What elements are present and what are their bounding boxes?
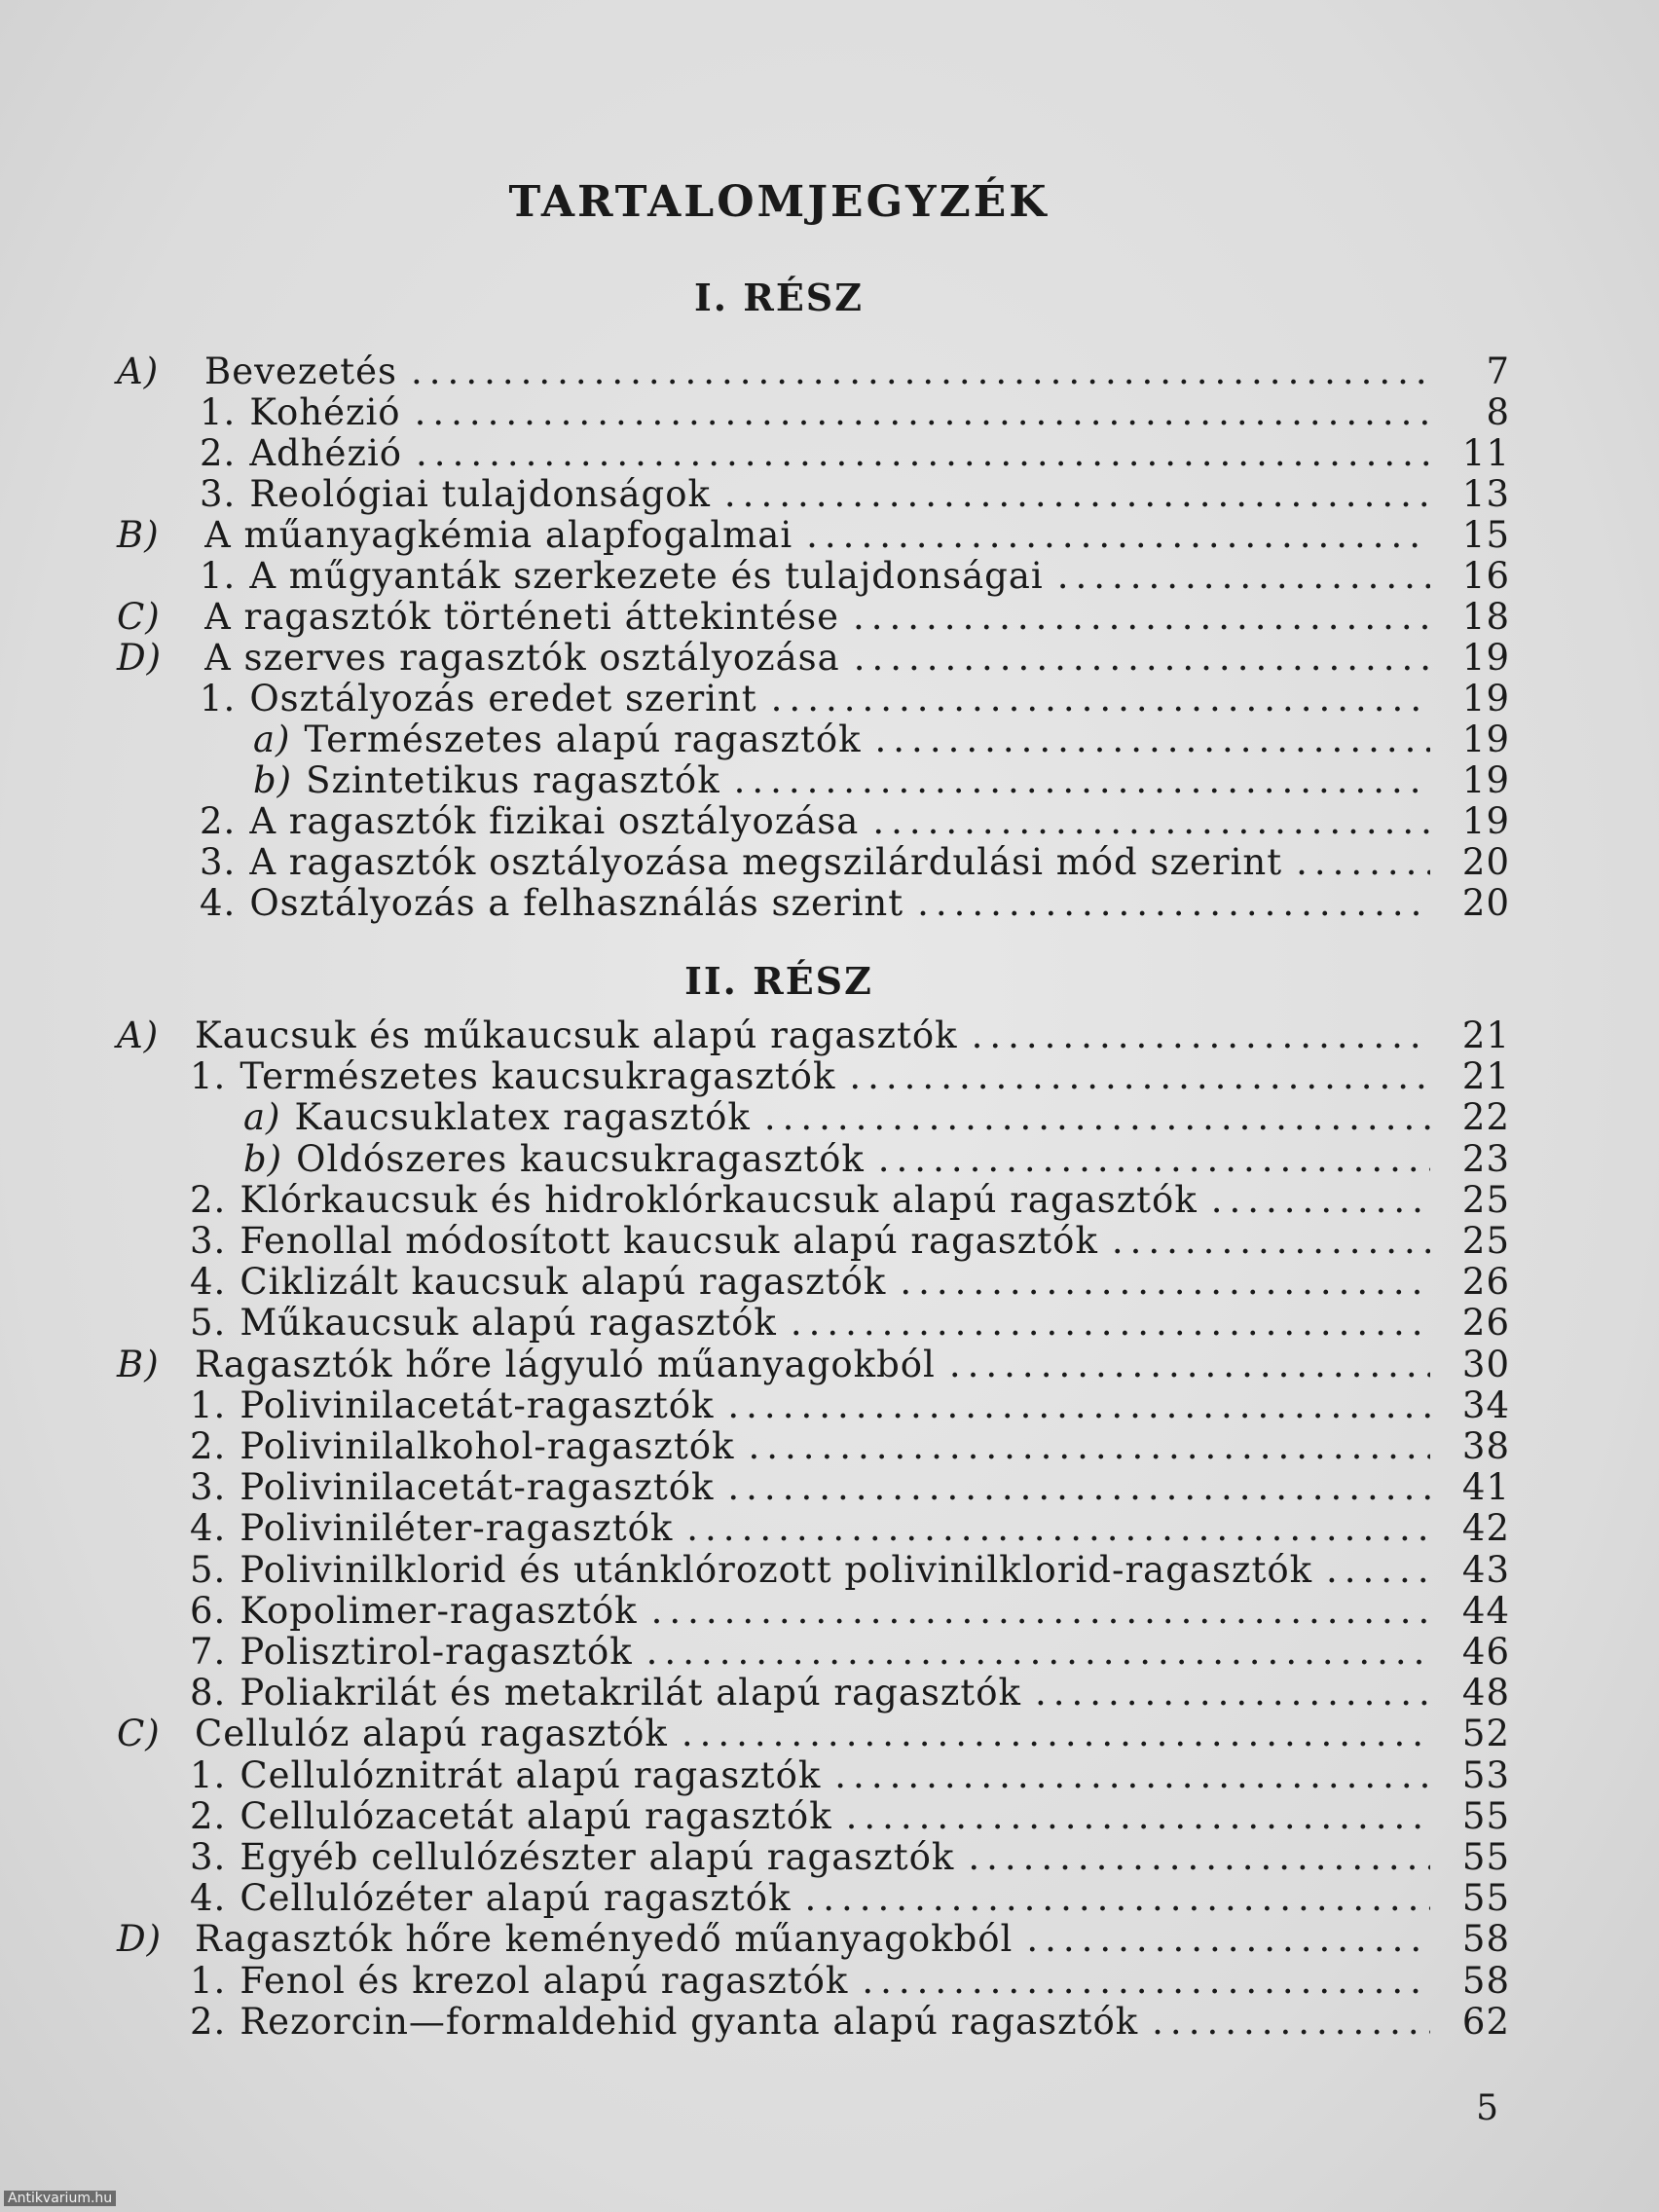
toc-entry-label: Műkaucsuk alapú ragasztók: [240, 1302, 777, 1345]
dot-leader: [727, 1466, 1430, 1508]
toc-entry: [0, 350, 1659, 391]
dot-leader: [900, 1261, 1430, 1303]
toc-entry-label: Cellulózacetát alapú ragasztók: [240, 1794, 832, 1837]
toc-entry-label: Ragasztók hőre lágyuló műanyagokból: [195, 1343, 936, 1385]
toc-section-letter: A): [117, 350, 160, 392]
dot-leader: [1152, 2001, 1430, 2043]
toc-entry-number: 1.: [190, 1383, 227, 1426]
toc-entry-label: Természetes kaucsukragasztók: [240, 1055, 836, 1098]
toc-entry-page: 38: [1461, 1425, 1510, 1467]
toc-entry: [0, 1590, 1659, 1631]
toc-entry: [0, 1138, 1659, 1179]
toc-entry-label: Fenol és krezol alapú ragasztók: [240, 1959, 849, 2002]
toc-entry-label: Poliakrilát és metakrilát alapú ragasztók: [240, 1672, 1021, 1714]
toc-entry-number: 1.: [190, 1959, 227, 2002]
dot-leader: [806, 514, 1430, 556]
toc-entry-page: 20: [1461, 841, 1510, 883]
toc-entry: [0, 514, 1659, 555]
toc-entry: [0, 1220, 1659, 1261]
toc-entry-label: A ragasztók történeti áttekintése: [204, 596, 839, 638]
toc-entry: [0, 1549, 1659, 1590]
toc-entry-page: 53: [1461, 1753, 1510, 1796]
toc-entry: [0, 759, 1659, 800]
toc-entry: [0, 1466, 1659, 1507]
toc-entry-number: 3.: [190, 1836, 227, 1878]
dot-leader: [651, 1590, 1430, 1632]
toc-entry-label: Kohézió: [249, 391, 401, 433]
toc-section-letter: B): [117, 1343, 160, 1385]
toc-entry-number: 5.: [190, 1548, 227, 1591]
toc-entry: [0, 678, 1659, 719]
toc-entry-number: 1.: [200, 555, 237, 597]
toc-entry-page: 15: [1461, 514, 1510, 556]
toc-entry: [0, 1672, 1659, 1713]
toc-entry-number: 4.: [190, 1261, 227, 1304]
toc-entry-page: 19: [1461, 759, 1510, 801]
toc-entry: [0, 882, 1659, 923]
toc-entry-label: Polivinilalkohol-ragasztók: [240, 1425, 735, 1467]
toc-entry: [0, 473, 1659, 514]
dot-leader: [734, 759, 1430, 801]
toc-entry-page: 62: [1461, 2000, 1510, 2043]
toc-entry: [0, 1344, 1659, 1384]
page-title: TARTALOMJEGYZÉK: [508, 177, 1050, 227]
toc-entry-page: 55: [1461, 1794, 1510, 1837]
toc-entry-number: 6.: [190, 1589, 227, 1632]
dot-leader: [791, 1302, 1430, 1344]
toc-entry-number: 2.: [200, 800, 237, 842]
dot-leader: [411, 350, 1430, 392]
toc-section-letter: C): [117, 1713, 161, 1755]
toc-entry: [0, 1713, 1659, 1753]
toc-entry-label: Adhézió: [249, 432, 403, 474]
toc-entry-label: Kaucsuk és műkaucsuk alapú ragasztók: [195, 1014, 958, 1056]
toc-entry-page: 46: [1461, 1631, 1510, 1673]
dot-leader: [872, 800, 1430, 842]
toc-entry-page: 13: [1461, 473, 1510, 515]
toc-entry-page: 21: [1461, 1014, 1510, 1056]
toc-entry-number: 1.: [190, 1753, 227, 1796]
toc-entry-number: 1.: [190, 1055, 227, 1098]
toc-entry-number: 4.: [190, 1507, 227, 1550]
toc-entry-page: 41: [1461, 1466, 1510, 1509]
toc-entry-number: 4.: [200, 882, 237, 924]
toc-section-letter: B): [117, 514, 160, 556]
toc-entry-page: 55: [1461, 1836, 1510, 1878]
toc-entry-number: 1.: [200, 678, 237, 719]
dot-leader: [416, 432, 1430, 474]
toc-entry-page: 43: [1461, 1548, 1510, 1591]
toc-entry-label: Bevezetés: [204, 350, 398, 392]
toc-entry-subletter: b): [243, 1137, 283, 1180]
toc-entry-label: Osztályozás eredet szerint: [249, 678, 757, 719]
toc-entry-page: 34: [1461, 1383, 1510, 1426]
dot-leader: [1296, 841, 1430, 883]
toc-entry-number: 8.: [190, 1672, 227, 1714]
toc-entry-label: Klórkaucsuk és hidroklórkaucsuk alapú ragasztók: [240, 1178, 1198, 1221]
toc-entry-number: 2.: [190, 2000, 227, 2043]
toc-section-letter: A): [117, 1014, 160, 1056]
toc-entry-page: 7: [1486, 350, 1510, 392]
toc-entry-page: 58: [1461, 1959, 1510, 2002]
toc-entry-label: Rezorcin—formaldehid gyanta alapú ragasztók: [240, 2000, 1139, 2043]
toc-entry-page: 26: [1461, 1261, 1510, 1304]
toc-entry-subletter: b): [253, 759, 293, 801]
toc-entry-label: Fenollal módosított kaucsuk alapú ragasztók: [240, 1220, 1098, 1262]
toc-entry: [0, 800, 1659, 841]
dot-leader: [1211, 1179, 1430, 1221]
toc-entry-page: 58: [1461, 1918, 1510, 1961]
toc-entry-number: 2.: [190, 1178, 227, 1221]
toc-entry-number: 2.: [200, 432, 237, 474]
toc-section-letter: C): [117, 596, 161, 638]
dot-leader: [805, 1877, 1431, 1919]
toc-entry-label: Szintetikus ragasztók: [306, 759, 720, 801]
toc-entry-page: 52: [1461, 1713, 1510, 1755]
dot-leader: [846, 1795, 1430, 1837]
toc-entry: [0, 1507, 1659, 1548]
toc-entry: [0, 1055, 1659, 1096]
dot-leader: [849, 1055, 1430, 1097]
toc-entry: [0, 1795, 1659, 1836]
dot-leader: [1326, 1549, 1430, 1591]
toc-entry: [0, 1960, 1659, 2001]
toc-entry: [0, 596, 1659, 637]
toc-entry-label: Ragasztók hőre keményedő műanyagokból: [195, 1918, 1014, 1961]
toc-entry-page: 23: [1461, 1137, 1510, 1180]
toc-entry-page: 19: [1461, 678, 1510, 719]
toc-section-letter: D): [117, 637, 163, 679]
dot-leader: [968, 1836, 1430, 1878]
toc-entry-number: 1.: [200, 391, 237, 433]
toc-entry-page: 26: [1461, 1302, 1510, 1345]
toc-entry: [0, 1179, 1659, 1220]
dot-leader: [853, 596, 1430, 638]
toc-entry-subletter: a): [253, 719, 291, 760]
toc-entry-label: Polisztirol-ragasztók: [240, 1631, 633, 1673]
toc-entry: [0, 1877, 1659, 1918]
toc-entry-number: 2.: [190, 1425, 227, 1467]
toc-entry-page: 19: [1461, 800, 1510, 842]
toc-entry-label: Polivinilacetát-ragasztók: [240, 1466, 715, 1509]
toc-entry-page: 21: [1461, 1055, 1510, 1098]
dot-leader: [1112, 1220, 1430, 1262]
toc-entry: [0, 1425, 1659, 1466]
toc-entry-page: 25: [1461, 1178, 1510, 1221]
toc-entry-page: 44: [1461, 1589, 1510, 1632]
toc-entry-number: 4.: [190, 1877, 227, 1920]
dot-leader: [682, 1713, 1430, 1754]
dot-leader: [686, 1507, 1430, 1549]
toc-entry: [0, 841, 1659, 882]
dot-leader: [1035, 1672, 1430, 1714]
toc-entry-label: Cellulózéter alapú ragasztók: [240, 1877, 792, 1920]
toc-entry-subletter: a): [243, 1096, 281, 1139]
toc-entry-label: Cellulóz alapú ragasztók: [195, 1713, 668, 1755]
toc-entry-label: Cellulóznitrát alapú ragasztók: [240, 1753, 822, 1796]
part-heading: I. RÉSZ: [694, 276, 864, 319]
toc-entry-label: Osztályozás a felhasználás szerint: [249, 882, 904, 924]
toc-entry-label: A ragasztók osztályozása megszilárdulási mód szerint: [249, 841, 1283, 883]
toc-entry-page: 55: [1461, 1877, 1510, 1920]
toc-entry-number: 3.: [190, 1220, 227, 1262]
toc-entry-number: 5.: [190, 1302, 227, 1345]
toc-entry-page: 8: [1486, 391, 1510, 433]
dot-leader: [875, 719, 1430, 760]
dot-leader: [862, 1960, 1430, 2002]
toc-entry-label: Polivinilacetát-ragasztók: [240, 1383, 715, 1426]
toc-entry: [0, 637, 1659, 678]
toc-entry-page: 22: [1461, 1096, 1510, 1139]
toc-entry-page: 18: [1461, 596, 1510, 638]
dot-leader: [646, 1631, 1430, 1673]
toc-entry-number: 3.: [190, 1466, 227, 1509]
toc-entry: [0, 1014, 1659, 1055]
toc-entry: [0, 1631, 1659, 1672]
toc-entry-label: Polivinilklorid és utánklórozott polivinilklorid-ragasztók: [240, 1548, 1313, 1591]
dot-leader: [727, 1384, 1430, 1426]
dot-leader: [917, 882, 1430, 924]
toc-entry: [0, 2001, 1659, 2042]
toc-entry-number: 3.: [200, 473, 237, 515]
toc-entry-label: A műgyanták szerkezete és tulajdonságai: [249, 555, 1044, 597]
toc-entry: [0, 555, 1659, 596]
toc-entry: [0, 1096, 1659, 1137]
dot-leader: [1057, 555, 1430, 597]
toc-entry-label: A ragasztók fizikai osztályozása: [249, 800, 860, 842]
toc-entry-number: 7.: [190, 1631, 227, 1673]
toc-entry-label: Kaucsuklatex ragasztók: [294, 1096, 751, 1139]
dot-leader: [834, 1754, 1430, 1796]
toc-entry-page: 48: [1461, 1672, 1510, 1714]
toc-entry-page: 20: [1461, 882, 1510, 924]
toc-entry: [0, 1836, 1659, 1877]
dot-leader: [771, 678, 1430, 719]
toc-entry-number: 2.: [190, 1794, 227, 1837]
dot-leader: [764, 1096, 1430, 1138]
toc-entry-label: Természetes alapú ragasztók: [304, 719, 862, 760]
toc-entry: [0, 719, 1659, 759]
toc-entry: [0, 1754, 1659, 1795]
toc-entry-page: 11: [1461, 432, 1510, 474]
dot-leader: [949, 1344, 1430, 1385]
toc-entry-label: A szerves ragasztók osztályozása: [204, 637, 840, 679]
toc-section-letter: D): [117, 1918, 163, 1961]
toc-entry: [0, 391, 1659, 432]
toc-entry-page: 42: [1461, 1507, 1510, 1550]
toc-entry-page: 16: [1461, 555, 1510, 597]
toc-entry-page: 30: [1461, 1343, 1510, 1385]
dot-leader: [1026, 1918, 1430, 1960]
toc-entry: [0, 1384, 1659, 1425]
toc-entry-page: 19: [1461, 719, 1510, 760]
watermark: Antikvarium.hu: [4, 2191, 116, 2206]
toc-entry: [0, 432, 1659, 473]
toc-entry: [0, 1302, 1659, 1343]
part-heading: II. RÉSZ: [684, 959, 873, 1003]
dot-leader: [972, 1014, 1430, 1056]
toc-entry: [0, 1918, 1659, 1959]
toc-entry-page: 19: [1461, 637, 1510, 679]
toc-entry-label: Reológiai tulajdonságok: [249, 473, 711, 515]
toc-entry-label: A műanyagkémia alapfogalmai: [204, 514, 793, 556]
dot-leader: [748, 1425, 1430, 1467]
toc-entry-label: Kopolimer-ragasztók: [240, 1589, 638, 1632]
toc-entry-label: Egyéb cellulózészter alapú ragasztók: [240, 1836, 955, 1878]
toc-entry-label: Oldószeres kaucsukragasztók: [296, 1137, 865, 1180]
dot-leader: [878, 1138, 1430, 1180]
toc-entry-label: Ciklizált kaucsuk alapú ragasztók: [240, 1261, 887, 1304]
dot-leader: [724, 473, 1430, 515]
toc-entry: [0, 1261, 1659, 1302]
toc-entry-label: Poliviniléter-ragasztók: [240, 1507, 674, 1550]
toc-entry-page: 25: [1461, 1220, 1510, 1262]
page-number: 5: [1476, 2088, 1498, 2128]
dot-leader: [415, 391, 1430, 433]
toc-entry-number: 3.: [200, 841, 237, 883]
dot-leader: [854, 637, 1430, 679]
